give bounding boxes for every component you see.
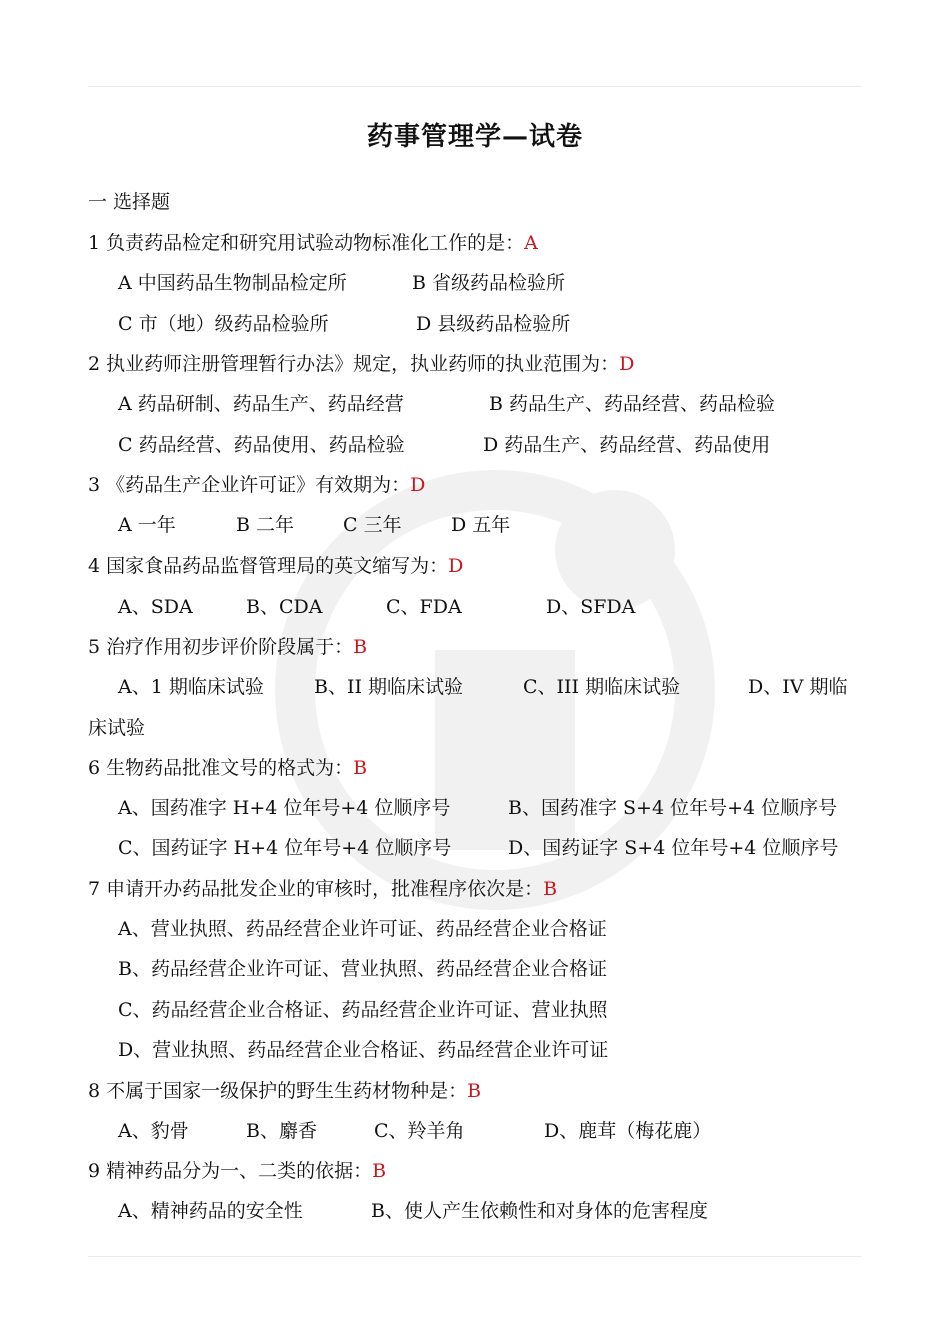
option: C、FDA (386, 596, 462, 618)
question-stem: 7 申请开办药品批发企业的审核时，批准程序依次是： (88, 878, 544, 900)
question-stem: 9 精神药品分为一、二类的依据： (88, 1160, 373, 1182)
option: D 药品生产、药品经营、药品使用 (483, 434, 771, 456)
question-9 (88, 1158, 386, 1184)
option: B 二年 (236, 514, 295, 536)
footer-rule (88, 1256, 862, 1257)
option: C、药品经营企业合格证、药品经营企业许可证、营业执照 (118, 999, 608, 1021)
answer-key: B (353, 636, 368, 658)
question-2 (88, 351, 634, 377)
option: B、CDA (246, 596, 323, 618)
option: B、国药准字 S+4 位年号+4 位顺序号 (508, 797, 838, 819)
option: A、国药准字 H+4 位年号+4 位顺序号 (118, 797, 451, 819)
page-title: 药事管理学—试卷 (366, 122, 583, 152)
question-stem: 3 《药品生产企业许可证》有效期为： (88, 474, 411, 496)
option: B 药品生产、药品经营、药品检验 (489, 393, 776, 415)
question-stem: 1 负责药品检定和研究用试验动物标准化工作的是： (88, 232, 525, 254)
option: A、营业执照、药品经营企业许可证、药品经营企业合格证 (118, 918, 607, 940)
question-stem: 2 执业药师注册管理暂行办法》规定，执业药师的执业范围为： (88, 353, 620, 375)
option-continuation: 床试验 (88, 717, 146, 739)
answer-key: D (448, 555, 464, 577)
option: B、使人产生依赖性和对身体的危害程度 (371, 1200, 708, 1222)
answer-key: B (372, 1160, 387, 1182)
option: D、营业执照、药品经营企业合格证、药品经营企业许可证 (118, 1039, 609, 1061)
option: A、1 期临床试验 (118, 676, 264, 698)
option: D、SFDA (546, 596, 636, 618)
header-rule (88, 86, 862, 87)
answer-key: B (467, 1080, 482, 1102)
question-5 (88, 634, 367, 660)
option: A 中国药品生物制品检定所 (118, 272, 347, 294)
question-4 (88, 553, 463, 579)
option: C 药品经营、药品使用、药品检验 (118, 434, 405, 456)
answer-key: B (543, 878, 558, 900)
question-8 (88, 1078, 481, 1104)
question-stem: 8 不属于国家一级保护的野生生药材物种是： (88, 1080, 468, 1102)
option: D、IV 期临 (748, 676, 848, 698)
question-3 (88, 472, 425, 498)
option: D、国药证字 S+4 位年号+4 位顺序号 (508, 837, 839, 859)
option: C 市（地）级药品检验所 (118, 313, 329, 335)
option: A 药品研制、药品生产、药品经营 (118, 393, 404, 415)
question-stem: 6 生物药品批准文号的格式为： (88, 757, 354, 779)
answer-key: D (619, 353, 635, 375)
option: C 三年 (343, 514, 402, 536)
option: A、精神药品的安全性 (118, 1200, 303, 1222)
answer-key: A (524, 232, 538, 254)
option: C、羚羊角 (374, 1120, 465, 1142)
option: B、麝香 (246, 1120, 317, 1142)
option: A 一年 (118, 514, 176, 536)
option: A、SDA (118, 596, 193, 618)
question-6 (88, 755, 367, 781)
option: D、鹿茸（梅花鹿） (544, 1120, 712, 1142)
question-7 (88, 876, 557, 902)
section-heading: 一 选择题 (88, 191, 171, 213)
option: C、国药证字 H+4 位年号+4 位顺序号 (118, 837, 452, 859)
question-stem: 5 治疗作用初步评价阶段属于： (88, 636, 354, 658)
option: B 省级药品检验所 (412, 272, 566, 294)
option: B、II 期临床试验 (314, 676, 464, 698)
option: A、豹骨 (118, 1120, 189, 1142)
answer-key: D (410, 474, 426, 496)
question-1 (88, 230, 538, 256)
question-stem: 4 国家食品药品监督管理局的英文缩写为： (88, 555, 449, 577)
option: D 县级药品检验所 (416, 313, 571, 335)
answer-key: B (353, 757, 368, 779)
option: D 五年 (451, 514, 511, 536)
option: C、III 期临床试验 (523, 676, 681, 698)
option: B、药品经营企业许可证、营业执照、药品经营企业合格证 (118, 958, 607, 980)
